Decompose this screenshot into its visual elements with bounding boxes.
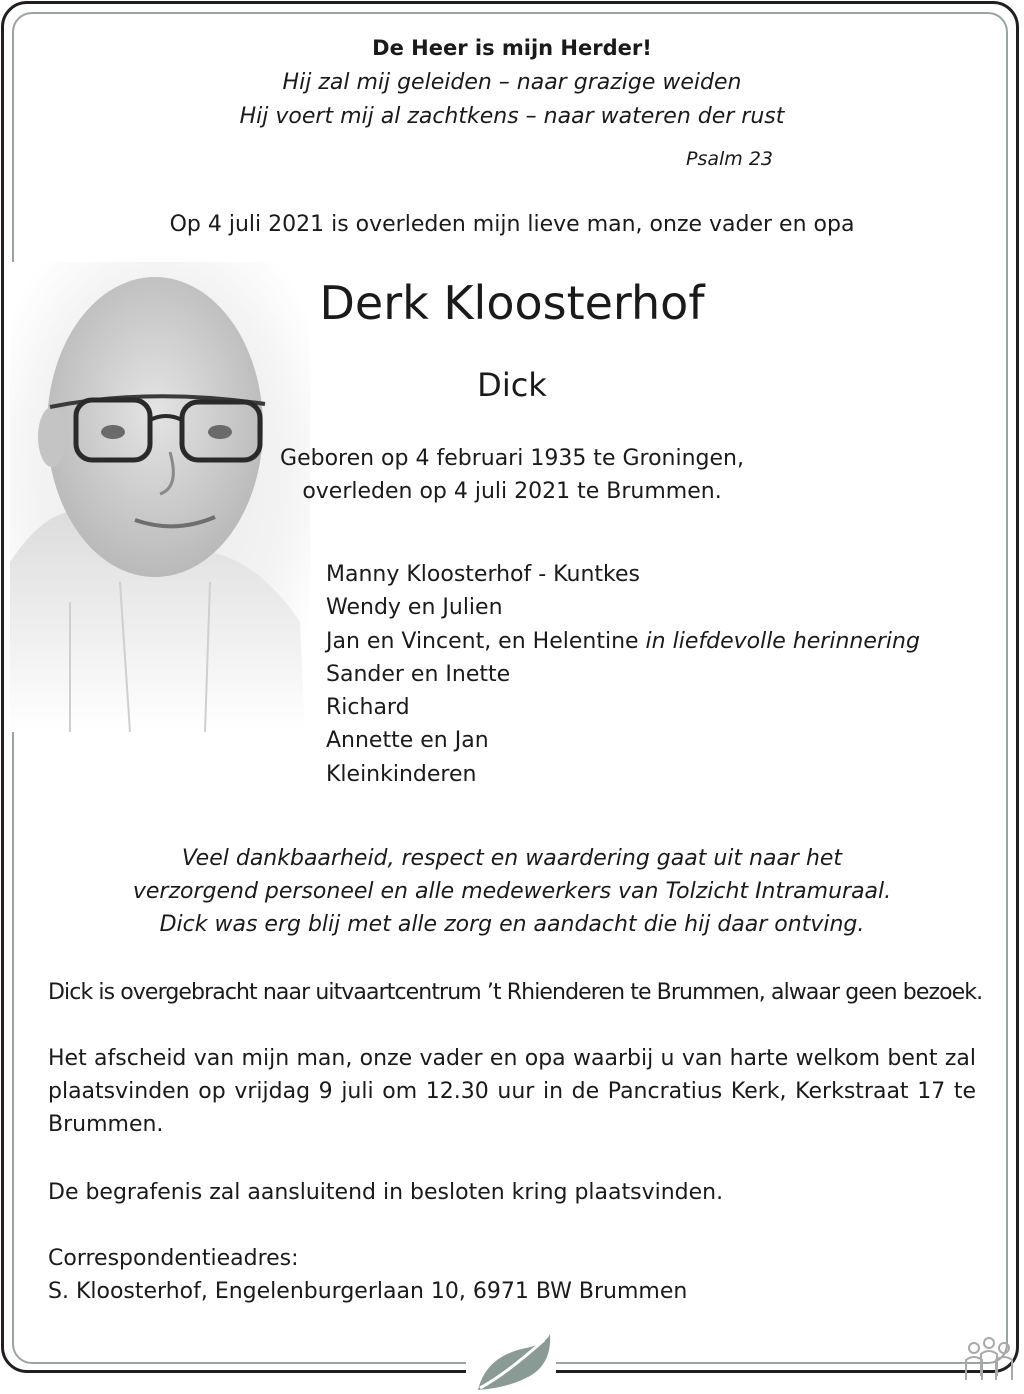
- deceased-nickname: Dick: [477, 366, 547, 404]
- psalm-reference: Psalm 23: [686, 148, 774, 170]
- family-member: Richard: [326, 695, 410, 721]
- burial-notice: De begrafenis zal aansluitend in besloten kring plaatsvinden.: [48, 1180, 724, 1205]
- deceased-name: Derk Kloosterhof: [319, 276, 705, 330]
- intro-text: Op 4 juli 2021 is overleden mijn lieve man, onze vader en opa: [169, 212, 855, 237]
- thanks-line: Veel dankbaarheid, respect en waardering gaat uit naar het: [181, 846, 843, 871]
- in-memoriam-note: in liefdevolle herinnering: [645, 628, 920, 654]
- family-member-name: Jan en Vincent, en Helentine: [326, 628, 646, 654]
- death-line: overleden op 4 juli 2021 te Brummen.: [302, 479, 722, 504]
- family-member: Sander en Inette: [326, 661, 511, 687]
- family-list: [326, 558, 920, 791]
- correspondence-label: Correspondentieadres:: [48, 1246, 299, 1271]
- transfer-notice: Dick is overgebracht naar uitvaartcentrum ’t Rhienderen te Brummen, alwaar geen bezoek.: [48, 980, 983, 1005]
- family-member: Kleinkinderen: [326, 761, 477, 787]
- family-member: [326, 625, 920, 658]
- family-member: Annette en Jan: [326, 728, 489, 754]
- psalm-line-2: Hij voert mij al zachtkens – naar wateren der rust: [239, 104, 785, 129]
- birth-line: Geboren op 4 februari 1935 te Groningen,: [280, 446, 744, 471]
- family-logo-icon: [962, 1336, 1016, 1384]
- correspondence-address: S. Kloosterhof, Engelenburgerlaan 10, 6971 BW Brummen: [48, 1279, 688, 1304]
- correspondence-block: [48, 1242, 687, 1308]
- family-member: Manny Kloosterhof - Kuntkes: [326, 562, 640, 587]
- thanks-line: Dick was erg blij met alle zorg en aandacht die hij daar ontving.: [159, 912, 865, 937]
- family-member: Wendy en Julien: [326, 595, 503, 621]
- psalm-heading: De Heer is mijn Herder!: [372, 36, 652, 60]
- farewell-notice: Het afscheid van mijn man, onze vader en opa waarbij u van harte welkom bent zal plaatsvinden op vrijdag 9 juli om 12.30 uur in de Pancratius Kerk, Kerkstraat 17 te Brummen.: [48, 1046, 976, 1137]
- psalm-line-1: Hij zal mij geleiden – naar grazige weiden: [282, 70, 742, 95]
- thanks-line: verzorgend personeel en alle medewerkers van Tolzicht Intramuraal.: [132, 879, 892, 904]
- leaf-icon: [466, 1326, 556, 1394]
- thanks-message: [0, 842, 1024, 941]
